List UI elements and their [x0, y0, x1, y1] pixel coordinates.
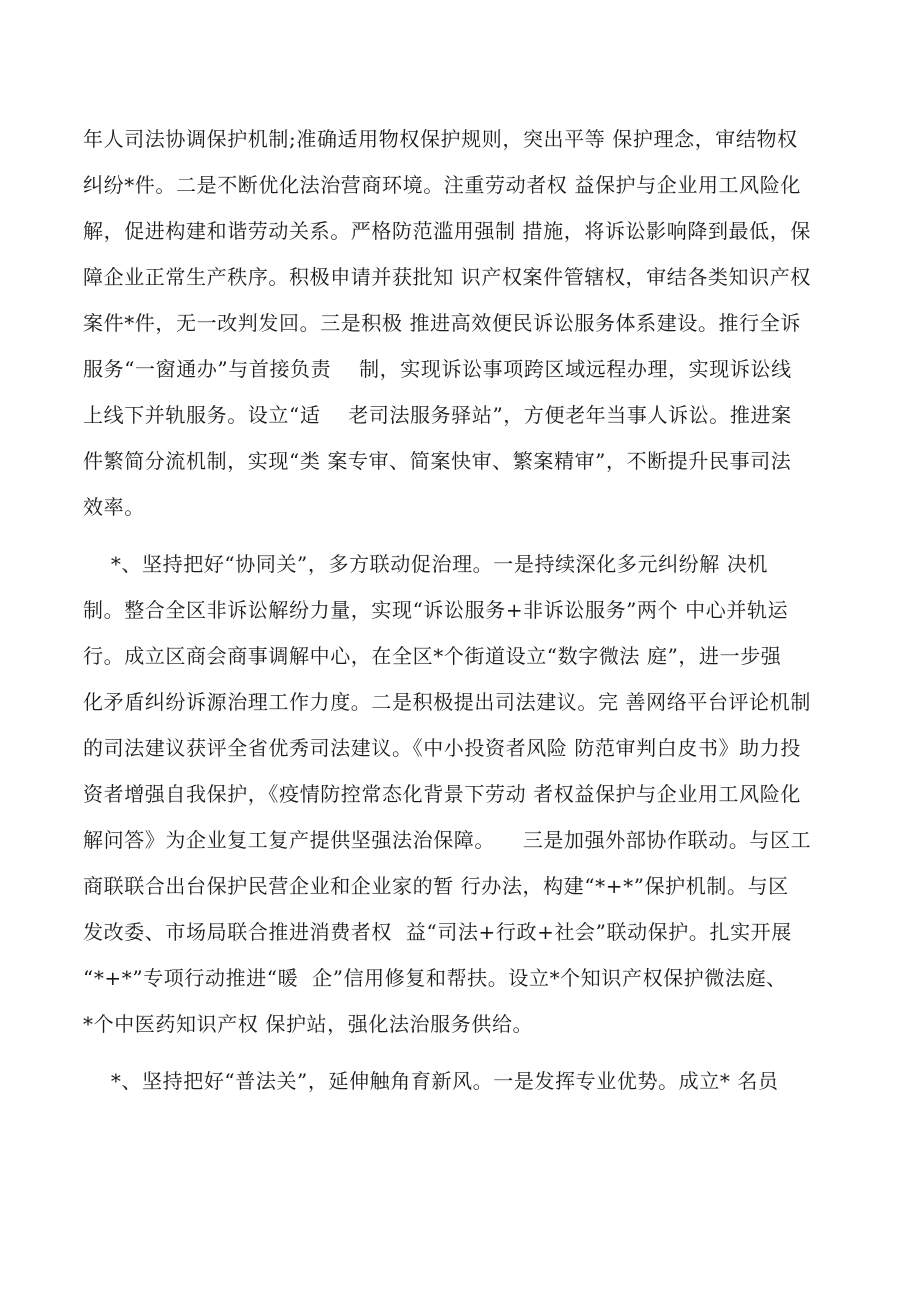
text-line: “*+*”专项行动推进“暖 企”信用修复和帮扶。设立*个知识产权保护微法庭、: [83, 966, 787, 990]
text-line: 解，促进构建和谐劳动关系。严格防范滥用强制 措施，将诉讼影响降到最低，保: [83, 219, 811, 243]
document-body: [83, 116, 853, 1104]
text-line: 年人司法协调保护机制;准确适用物权保护规则，突出平等 保护理念，审结物权: [83, 127, 798, 151]
text-line: *、坚持把好“普法关”，延伸触角育新风。一是发挥专业优势。成立* 名员: [83, 1069, 779, 1093]
paragraph-gap: [83, 530, 853, 541]
text-line: 障企业正常生产秩序。积极申请并获批知 识产权案件管辖权，审结各类知识产权: [83, 265, 811, 289]
text-line: 制。整合全区非诉讼解纷力量，实现“诉讼服务+非诉讼服务”两个 中心并轨运: [83, 598, 789, 622]
text-line: 纠纷*件。二是不断优化法治营商环境。注重劳动者权 益保护与企业用工风险化: [83, 173, 801, 197]
text-line: 上线下并轨服务。设立“适 老司法服务驿站”，方便老年当事人诉讼。推进案: [83, 403, 792, 427]
text-line: 件繁简分流机制，实现“类 案专审、简案快审、繁案精审”，不断提升民事司法: [83, 449, 792, 473]
text-line: 化矛盾纠纷诉源治理工作力度。二是积极提出司法建议。完 善网络平台评论机制: [83, 690, 811, 714]
text-line: 发改委、市场局联合推进消费者权 益“司法+行政+社会”联动保护。扎实开展: [83, 920, 792, 944]
text-line: 解问答》为企业复工复产提供坚强法治保障。 三是加强外部协作联动。与区工: [83, 828, 812, 852]
text-line: *、坚持把好“协同关”，多方联动促治理。一是持续深化多元纠纷解 决机: [83, 552, 769, 576]
text-line: *个中医药知识产权 保护站，强化法治服务供给。: [83, 1012, 534, 1036]
text-line: 案件*件，无一改判发回。三是积极 推进高效便民诉讼服务体系建设。推行全诉: [83, 311, 801, 335]
paragraph-gap: [83, 1047, 853, 1058]
text-line: 商联联合出台保护民营企业和企业家的暂 行办法，构建“*+*”保护机制。与区: [83, 874, 789, 898]
text-line: 资者增强自我保护，《疫情防控常态化背景下劳动 者权益保护与企业用工风险化: [83, 782, 801, 806]
paragraph: [83, 116, 853, 530]
paragraph: [83, 1058, 853, 1104]
paragraph: [83, 541, 853, 1047]
text-line: 的司法建议获评全省优秀司法建议。《中小投资者风险 防范审判白皮书》助力投: [83, 736, 801, 760]
text-line: 效率。: [83, 495, 145, 519]
text-line: 行。成立区商会商事调解中心，在全区*个街道设立“数字微法 庭”，进一步强: [83, 644, 782, 668]
text-line: 服务“一窗通办”与首接负责 制，实现诉讼事项跨区域远程办理，实现诉讼线: [83, 357, 792, 381]
